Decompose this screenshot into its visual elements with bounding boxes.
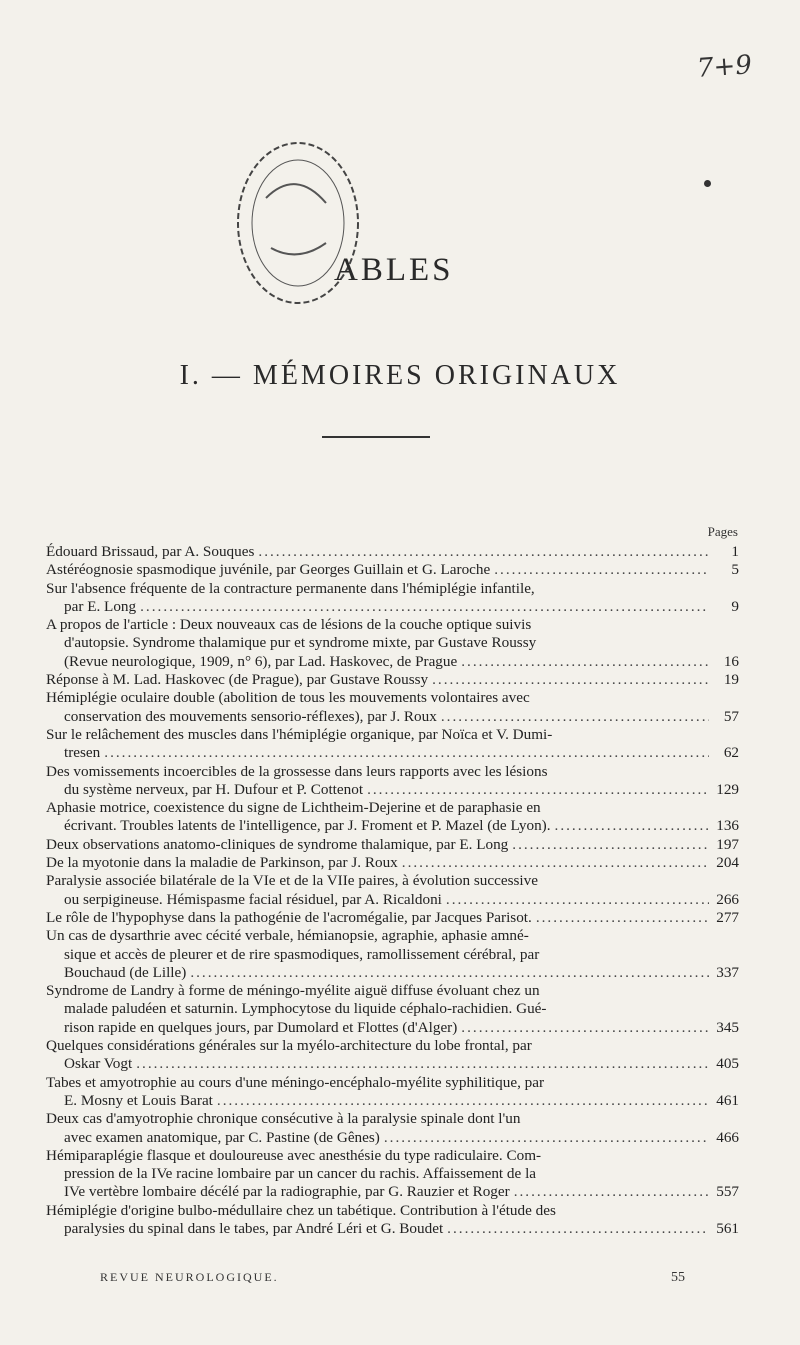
toc-entry [46,909,739,927]
toc-entry-text: Sur le relâchement des muscles dans l'hémiplégie organique, par Noïca et V. Dumi- [46,725,553,743]
toc-page-number: 129 [716,780,739,798]
tables-heading: ABLES [334,252,454,288]
toc-entry-line [46,836,739,854]
toc-entry-text: De la myotonie dans la maladie de Parkinson, par J. Roux [46,854,398,872]
toc-entry-text: Astéréognosie spasmodique juvénile, par Georges Guillain et G. Laroche [46,561,491,579]
toc-page-number: 405 [716,1055,739,1073]
toc-leader-dots [555,817,709,835]
toc-entry [46,982,739,1037]
toc-entry-text: Tabes et amyotrophie au cours d'une méningo-encéphalo-myélite syphilitique, par [46,1073,545,1091]
toc-page-number: 57 [723,707,739,725]
toc-page-number: 204 [716,854,739,872]
toc-entry-text: Hémiplégie oculaire double (abolition de tous les mouvements volontaires avec [46,689,530,707]
toc-entry-line [46,689,739,707]
toc-page-number: 16 [723,652,739,670]
toc-entry-line [46,653,739,671]
toc-leader-dots [140,598,709,616]
toc-entry-text: Aphasie motrice, coexistence du signe de Lichtheim-Dejerine et de paraphasie en [46,799,541,817]
toc-entry-text: pression de la IVe racine lombaire par un cancer du rachis. Affaissement de la [64,1165,537,1183]
toc-leader-dots [104,744,709,762]
toc-entry-text: d'autopsie. Syndrome thalamique pur et syndrome mixte, par Gustave Roussy [64,634,537,652]
toc-entry-text: tresen [64,744,101,762]
toc-leader-dots [367,781,709,799]
toc-entry [46,1110,739,1147]
toc-entry [46,561,739,579]
toc-leader-dots [384,1129,709,1147]
toc-leader-dots [136,1055,709,1073]
toc-page-number: 62 [723,744,739,762]
toc-entry [46,1074,739,1111]
pages-label: Pages [707,524,738,539]
toc-entry-line [46,671,739,689]
toc-entry-line [46,598,739,616]
toc-entry-text: Réponse à M. Lad. Haskovec (de Prague), par Gustave Roussy [46,671,429,689]
toc-entry-text: Syndrome de Landry à forme de méningo-myélite aiguë diffuse évoluant chez un [46,982,540,1000]
toc-entry [46,854,739,872]
toc-entry-text: Oskar Vogt [64,1055,133,1073]
toc-entry-text: par E. Long [64,597,137,615]
toc-page-number: 557 [716,1183,739,1201]
toc-entry-line [46,1165,739,1183]
library-stamp-icon [226,128,371,318]
toc-entry [46,1202,739,1239]
toc-entry-text: Édouard Brissaud, par A. Souques [46,543,255,560]
toc-entry-text: Paralysie associée bilatérale de la VIe et de la VIIe paires, à évolution successive [46,872,538,890]
toc-leader-dots [447,1220,709,1238]
toc-entry-line [46,1037,739,1055]
toc-entry-line [46,1129,739,1147]
toc-entry [46,689,739,726]
toc-leader-dots [512,836,709,854]
toc-leader-dots [217,1092,709,1110]
section-heading: I. — MÉMOIRES ORIGINAUX [179,360,621,391]
toc-entry-line [46,616,739,634]
toc-entry-text: Deux observations anatomo-cliniques de syndrome thalamique, par E. Long [46,835,509,853]
toc-page-number: 1 [731,543,739,560]
toc-entry [46,726,739,763]
toc-entry-text: Deux cas d'amyotrophie chronique consécutive à la paralysie spinale dont l'un [46,1110,521,1128]
toc-entry-line [46,1110,739,1128]
handwritten-note: 7+9 [696,50,753,84]
toc-page-number: 9 [731,597,739,615]
toc-page-number: 5 [731,561,739,579]
toc-entry-line [46,1074,739,1092]
toc-entry-line [46,781,739,799]
toc-page-number: 561 [716,1219,739,1237]
toc-entry-text: du système nerveux, par H. Dufour et P. Cottenot [64,780,364,798]
toc-leader-dots [258,543,709,561]
toc-leader-dots [536,909,709,927]
toc-entry-line [46,708,739,726]
toc-entry-line [46,726,739,744]
table-of-contents [46,543,739,1238]
toc-entry-line [46,872,739,890]
page-footer [100,1270,685,1285]
toc-entry-line [46,982,739,1000]
toc-entry-text: Quelques considérations générales sur la myélo-architecture du lobe frontal, par [46,1037,532,1055]
toc-entry [46,1147,739,1202]
toc-entry-line [46,1019,739,1037]
toc-entry-line [46,964,739,982]
toc-entry-line [46,927,739,945]
heading-rule [322,436,430,438]
toc-entry-text: Le rôle de l'hypophyse dans la pathogénie de l'acromégalie, par Jacques Parisot. [46,908,532,926]
toc-entry-text: Des vomissements incoercibles de la grossesse dans leurs rapports avec les lésions [46,762,548,780]
toc-entry-text: avec examen anatomique, par C. Pastine (de Gênes) [64,1128,380,1146]
toc-leader-dots [494,561,709,579]
toc-leader-dots [432,671,709,689]
toc-entry [46,1037,739,1074]
toc-entry [46,836,739,854]
toc-entry-line [46,1202,739,1220]
toc-leader-dots [402,854,709,872]
toc-entry-text: conservation des mouvements sensorio-réflexes), par J. Roux [64,707,437,725]
toc-entry-text: (Revue neurologique, 1909, n° 6), par Lad. Haskovec, de Prague [64,652,458,670]
toc-entry-line [46,1220,739,1238]
toc-page-number: 337 [716,963,739,981]
toc-entry-text: Un cas de dysarthrie avec cécité verbale, hémianopsie, agraphie, aphasie amné- [46,927,529,945]
toc-page-number: 345 [716,1018,739,1036]
toc-entry-text: sique et accès de pleurer et de rire spasmodiques, ramollissement cérébral, par [64,945,540,963]
toc-page-number: 266 [716,890,739,908]
toc-page-number: 466 [716,1128,739,1146]
ink-dot [704,180,711,187]
footer-journal: REVUE NEUROLOGIQUE. [100,1270,279,1284]
toc-entry [46,927,739,982]
toc-entry-line [46,543,739,561]
toc-entry-line [46,909,739,927]
toc-leader-dots [446,891,709,909]
toc-page-number: 136 [716,817,739,835]
toc-leader-dots [441,708,709,726]
toc-entry-line [46,946,739,964]
toc-entry-text: IVe vertèbre lombaire décélé par la radiographie, par G. Rauzier et Roger [64,1183,510,1201]
toc-entry-text: Bouchaud (de Lille) [64,963,187,981]
toc-leader-dots [514,1183,709,1201]
toc-entry [46,616,739,671]
toc-page-number: 461 [716,1091,739,1109]
toc-entry-text: Hémiparaplégie flasque et douloureuse avec anesthésie du type radiculaire. Com- [46,1146,542,1164]
toc-page-number: 19 [723,671,739,689]
toc-entry [46,543,739,561]
toc-entry-line [46,561,739,579]
toc-entry [46,799,739,836]
toc-entry [46,580,739,617]
toc-entry-line [46,763,739,781]
toc-entry-line [46,1147,739,1165]
toc-entry-text: A propos de l'article : Deux nouveaux cas de lésions de la couche optique suivis [46,616,532,634]
toc-entry-line [46,1092,739,1110]
toc-page-number: 277 [716,908,739,926]
toc-entry-line [46,891,739,909]
footer-page-number: 55 [671,1270,685,1285]
toc-entry-line [46,854,739,872]
toc-entry-line [46,580,739,598]
toc-entry-line [46,1183,739,1201]
toc-entry-line [46,1000,739,1018]
toc-entry-text: paralysies du spinal dans le tabes, par André Léri et G. Boudet [64,1219,444,1237]
toc-entry-text: rison rapide en quelques jours, par Dumolard et Flottes (d'Alger) [64,1018,458,1036]
toc-page-number: 197 [716,835,739,853]
toc-entry [46,872,739,909]
toc-entry-line [46,634,739,652]
toc-entry-text: ou serpigineuse. Hémispasme facial résiduel, par A. Ricaldoni [64,890,442,908]
toc-entry-text: écrivant. Troubles latents de l'intelligence, par J. Froment et P. Mazel (de Lyon). [64,817,551,835]
toc-leader-dots [461,1019,709,1037]
toc-entry-line [46,744,739,762]
toc-entry-text: Sur l'absence fréquente de la contracture permanente dans l'hémiplégie infantile, [46,579,535,597]
toc-entry-text: malade paludéen et saturnin. Lymphocytose du liquide céphalo-rachidien. Gué- [64,1000,547,1018]
toc-leader-dots [190,964,709,982]
toc-entry-line [46,1055,739,1073]
toc-entry-line [46,817,739,835]
toc-leader-dots [461,653,709,671]
toc-entry [46,671,739,689]
toc-entry-text: E. Mosny et Louis Barat [64,1091,213,1109]
toc-entry-line [46,799,739,817]
toc-entry [46,763,739,800]
toc-entry-text: Hémiplégie d'origine bulbo-médullaire chez un tabétique. Contribution à l'étude des [46,1201,556,1219]
